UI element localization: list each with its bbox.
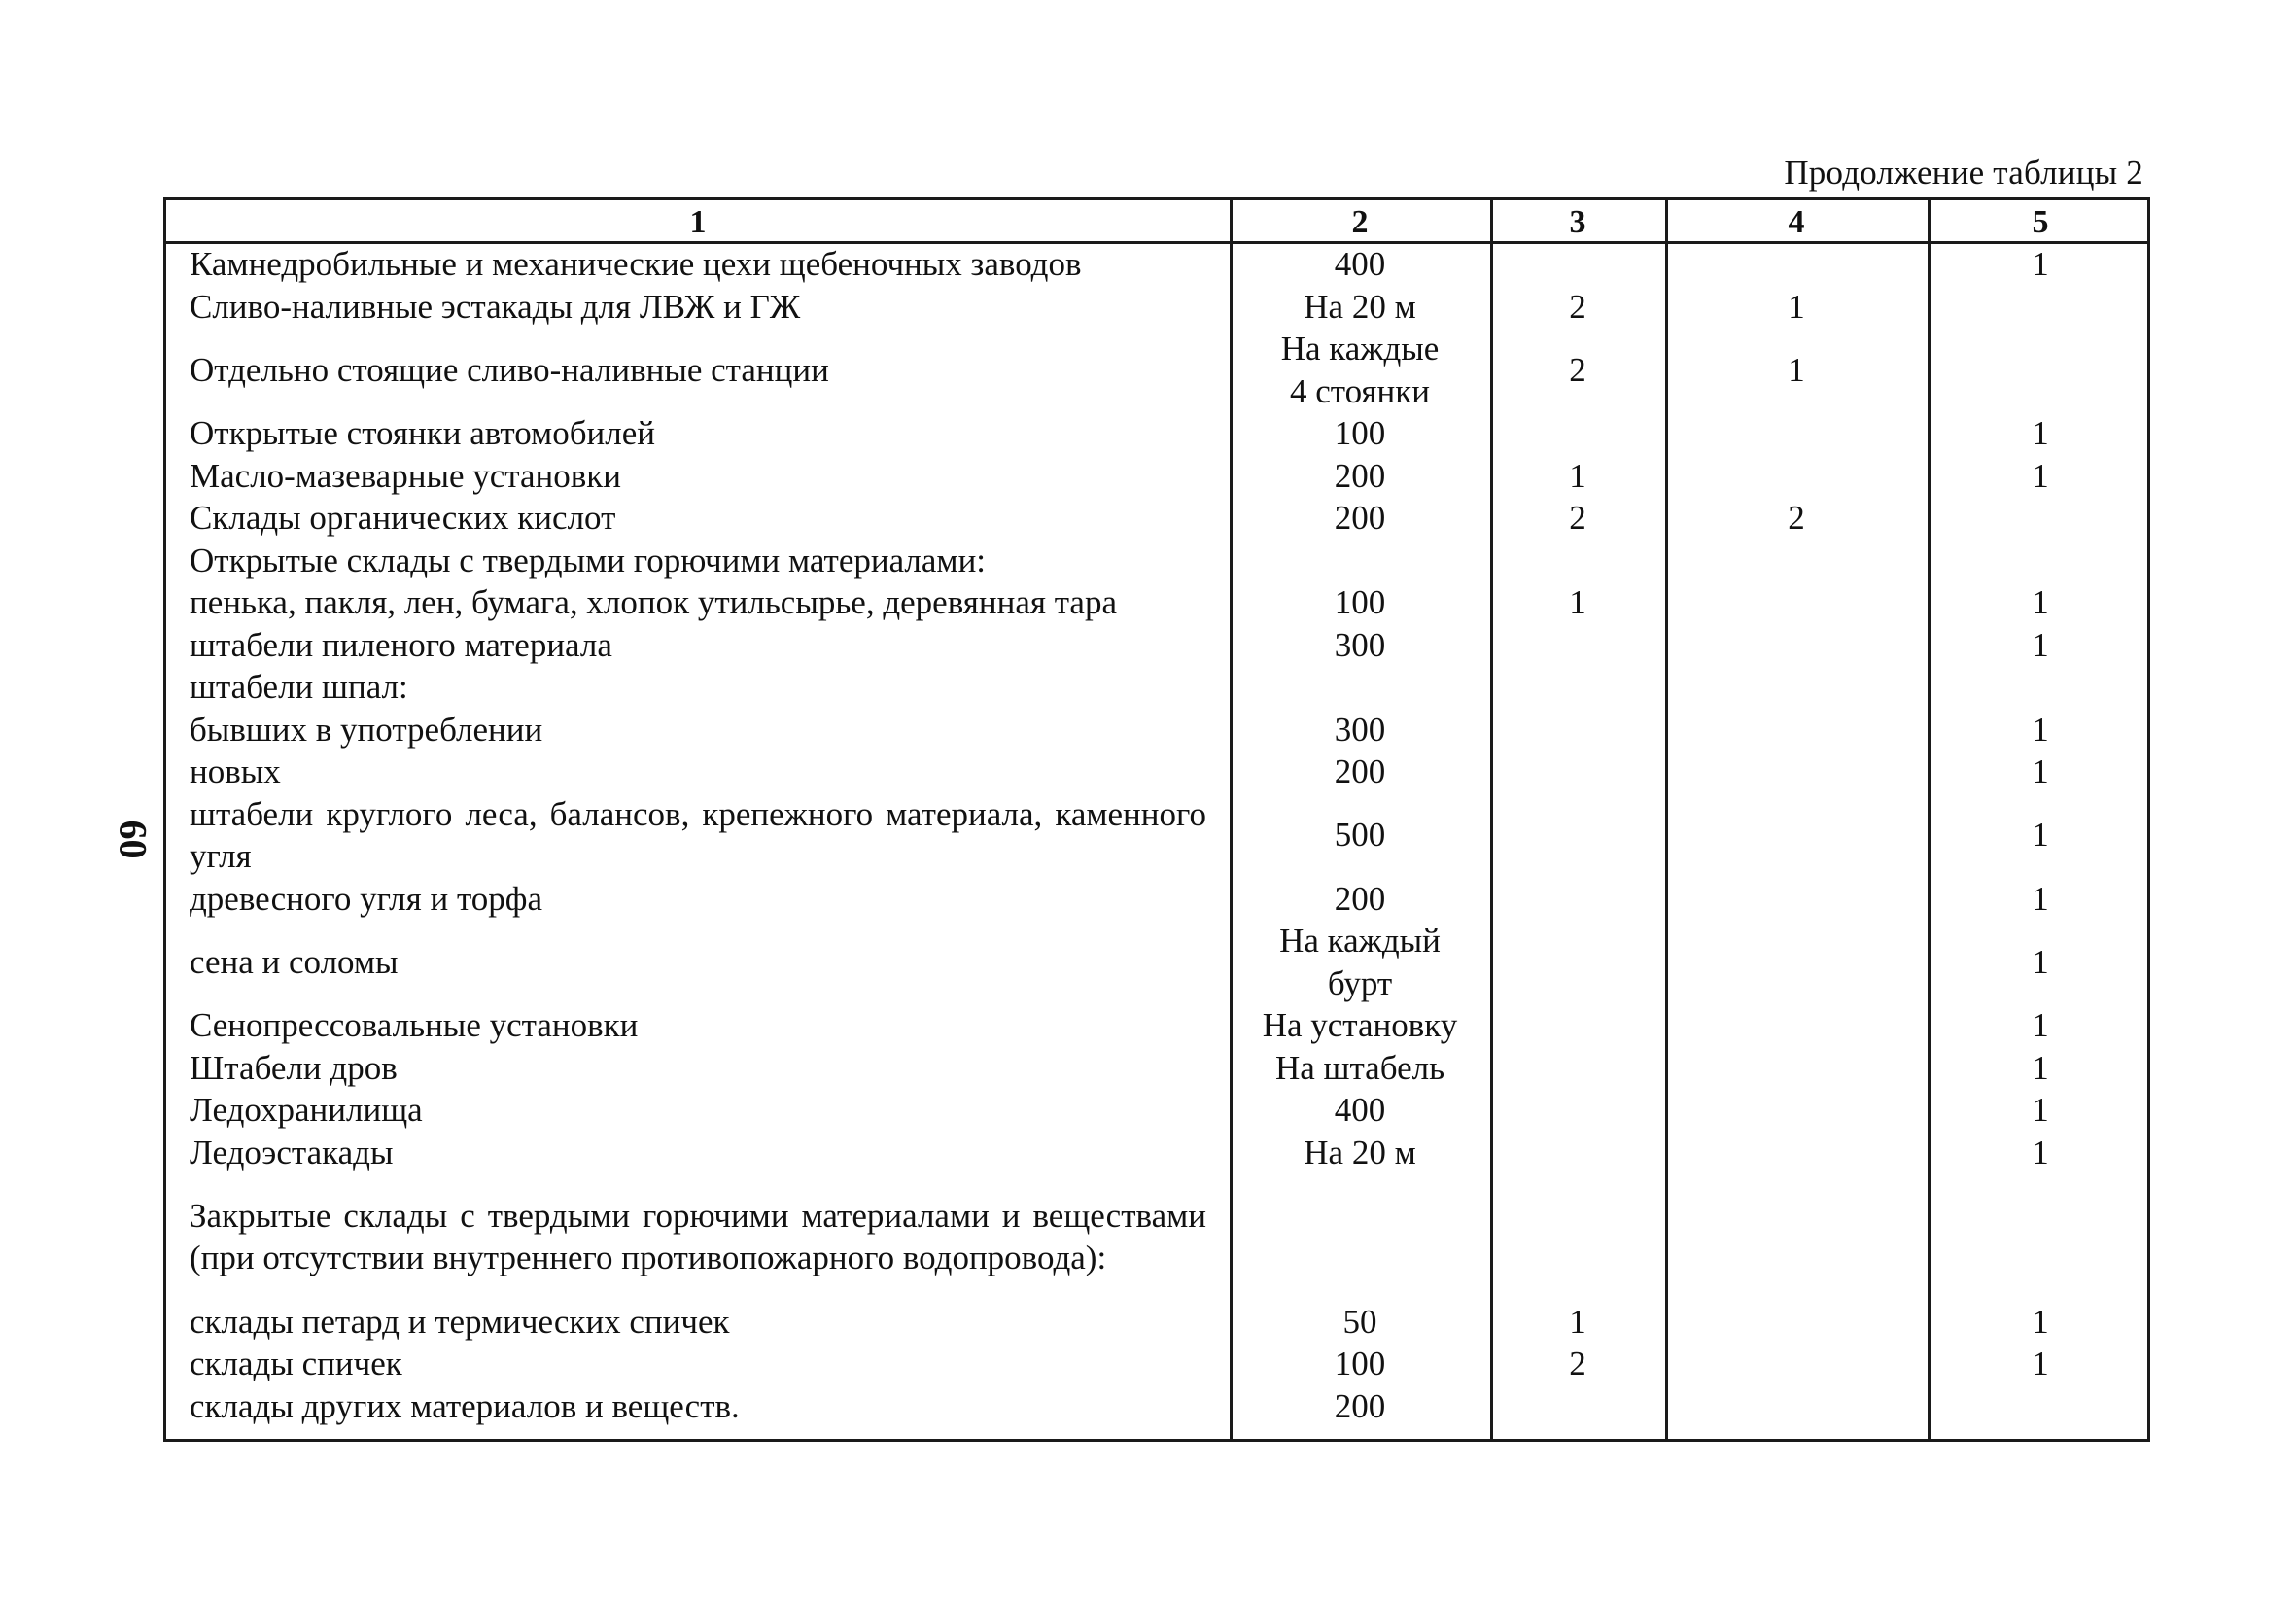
- table-row: [166, 412, 2147, 455]
- cell-col-4-value: 1: [1788, 350, 1805, 389]
- cell-object-name: [190, 1004, 1206, 1047]
- table-body: [166, 243, 2147, 1427]
- cell-col-5: [1928, 666, 2153, 709]
- cell-area-norm: [1230, 455, 1490, 498]
- cell-col-3: [1490, 455, 1665, 498]
- cell-object-name: [190, 1343, 1206, 1385]
- cell-object-name: [190, 286, 1206, 329]
- header-col-1: 1: [689, 204, 707, 240]
- cell-area-norm: [1230, 243, 1490, 286]
- cell-area-norm: [1230, 1004, 1490, 1047]
- cell-area-norm-value: 200: [1334, 499, 1386, 537]
- cell-col-5: [1928, 1047, 2153, 1090]
- table-row: [166, 540, 2147, 582]
- cell-area-norm-value: 200: [1334, 879, 1386, 918]
- table-row: [166, 1385, 2147, 1428]
- table-row: [166, 1004, 2147, 1047]
- header-col-5: 5: [2032, 204, 2049, 240]
- cell-col-5-value: 1: [2032, 583, 2049, 621]
- cell-col-3: [1490, 920, 1665, 1004]
- cell-object-name: [190, 1301, 1206, 1344]
- cell-object-name: [190, 455, 1206, 498]
- table-row: [166, 751, 2147, 793]
- cell-col-5-value: 1: [2032, 456, 2049, 495]
- object-name-text: Открытые стоянки автомобилей: [190, 414, 655, 452]
- table-row: [166, 581, 2147, 624]
- cell-col-3: [1490, 751, 1665, 793]
- table-row: [166, 1343, 2147, 1385]
- object-name-text: Закрытые склады с твердыми горючими материалами и веществами (при отсутствии внутреннего противопожарного водопровода):: [190, 1196, 1206, 1277]
- cell-col-3: [1490, 709, 1665, 752]
- cell-col-3: [1490, 1343, 1665, 1385]
- cell-col-3: [1490, 878, 1665, 921]
- table-row: [166, 920, 2147, 1004]
- cell-area-norm: [1230, 751, 1490, 793]
- table-continuation-caption: Продолжение таблицы 2: [1784, 154, 2143, 192]
- cell-object-name: [190, 1385, 1206, 1428]
- cell-object-name: [190, 920, 1206, 1004]
- cell-col-4: [1665, 1132, 1928, 1174]
- table-row: [166, 286, 2147, 329]
- cell-area-norm: [1230, 412, 1490, 455]
- cell-col-3-value: 1: [1569, 1302, 1586, 1341]
- cell-area-norm: [1230, 1173, 1490, 1301]
- cell-col-4: [1665, 666, 1928, 709]
- cell-col-5-value: 1: [2032, 1302, 2049, 1341]
- cell-object-name: [190, 1132, 1206, 1174]
- cell-col-5: [1928, 581, 2153, 624]
- object-name-text: Штабели дров: [190, 1048, 398, 1087]
- cell-col-5: [1928, 1173, 2153, 1301]
- cell-area-norm: [1230, 920, 1490, 1004]
- cell-area-norm-value: На 20 м: [1304, 287, 1416, 326]
- cell-area-norm-value: На каждые 4 стоянки: [1280, 330, 1440, 410]
- cell-area-norm: [1230, 1132, 1490, 1174]
- cell-col-5: [1928, 286, 2153, 329]
- object-name-text: Камнедробильные и механические цехи щебеночных заводов: [190, 245, 1082, 283]
- cell-col-4: [1665, 1385, 1928, 1428]
- cell-col-4: [1665, 455, 1928, 498]
- cell-area-norm-value: 300: [1334, 625, 1386, 664]
- object-name-text: штабели круглого леса, балансов, крепежного материала, каменного угля: [190, 794, 1206, 875]
- object-name-text: Открытые склады с твердыми горючими материалами:: [190, 541, 987, 579]
- cell-col-5-value: 1: [2032, 1006, 2049, 1044]
- cell-col-5: [1928, 412, 2153, 455]
- cell-col-5: [1928, 751, 2153, 793]
- table-row: [166, 624, 2147, 667]
- cell-area-norm: [1230, 581, 1490, 624]
- cell-col-5: [1928, 243, 2153, 286]
- cell-area-norm-value: 200: [1334, 752, 1386, 790]
- object-name-text: Сливо-наливные эстакады для ЛВЖ и ГЖ: [190, 287, 801, 326]
- table-row: [166, 243, 2147, 286]
- cell-area-norm-value: 300: [1334, 710, 1386, 749]
- cell-col-3: [1490, 412, 1665, 455]
- table-row: [166, 666, 2147, 709]
- cell-col-4: [1665, 581, 1928, 624]
- header-col-4: 4: [1788, 204, 1805, 240]
- cell-col-5: [1928, 1385, 2153, 1428]
- object-name-text: склады спичек: [190, 1345, 402, 1382]
- cell-area-norm: [1230, 1089, 1490, 1132]
- cell-area-norm-value: 100: [1334, 1345, 1386, 1382]
- table-row: [166, 1047, 2147, 1090]
- cell-area-norm-value: На установку: [1262, 1006, 1458, 1044]
- object-name-text: новых: [190, 752, 281, 790]
- cell-col-3: [1490, 1301, 1665, 1344]
- table-row: [166, 793, 2147, 878]
- cell-object-name: [190, 540, 1206, 582]
- cell-area-norm: [1230, 1047, 1490, 1090]
- cell-col-4-value: 2: [1788, 499, 1805, 537]
- cell-object-name: [190, 243, 1206, 286]
- object-name-text: штабели пиленого материала: [190, 625, 612, 664]
- cell-col-3: [1490, 581, 1665, 624]
- table-row: [166, 1132, 2147, 1174]
- table-row: [166, 455, 2147, 498]
- cell-area-norm: [1230, 878, 1490, 921]
- cell-col-4-value: 1: [1788, 287, 1805, 326]
- cell-col-3: [1490, 1047, 1665, 1090]
- cell-area-norm: [1230, 1301, 1490, 1344]
- cell-col-5: [1928, 709, 2153, 752]
- cell-col-3-value: 2: [1569, 499, 1586, 537]
- cell-object-name: [190, 328, 1206, 412]
- cell-area-norm-value: 400: [1334, 1091, 1386, 1129]
- cell-area-norm: [1230, 328, 1490, 412]
- cell-col-5: [1928, 878, 2153, 921]
- cell-area-norm-value: На 20 м: [1304, 1133, 1416, 1171]
- object-name-text: Ледоэстакады: [190, 1133, 394, 1171]
- cell-col-5-value: 1: [2032, 710, 2049, 749]
- cell-col-5: [1928, 497, 2153, 540]
- cell-area-norm: [1230, 540, 1490, 582]
- cell-area-norm-value: 500: [1334, 816, 1386, 855]
- cell-col-3: [1490, 1173, 1665, 1301]
- cell-col-4: [1665, 1089, 1928, 1132]
- cell-col-5: [1928, 540, 2153, 582]
- cell-col-3-value: 2: [1569, 287, 1586, 326]
- cell-col-3-value: 2: [1569, 1345, 1586, 1382]
- cell-col-4: [1665, 709, 1928, 752]
- cell-area-norm: [1230, 666, 1490, 709]
- header-col-3: 3: [1569, 204, 1586, 240]
- cell-col-4: [1665, 540, 1928, 582]
- table-row: [166, 709, 2147, 752]
- table-row: [166, 878, 2147, 921]
- object-name-text: сена и соломы: [190, 942, 399, 981]
- cell-col-5: [1928, 920, 2153, 1004]
- cell-col-4: [1665, 1004, 1928, 1047]
- cell-object-name: [190, 751, 1206, 793]
- cell-col-4: [1665, 243, 1928, 286]
- object-name-text: штабели шпал:: [190, 668, 408, 706]
- cell-col-5: [1928, 624, 2153, 667]
- cell-col-5: [1928, 793, 2153, 878]
- cell-area-norm-value: 100: [1334, 583, 1386, 621]
- cell-col-3: [1490, 286, 1665, 329]
- cell-area-norm: [1230, 497, 1490, 540]
- cell-col-5: [1928, 455, 2153, 498]
- cell-col-5: [1928, 1132, 2153, 1174]
- cell-col-4: [1665, 1047, 1928, 1090]
- cell-object-name: [190, 793, 1206, 878]
- cell-col-4: [1665, 412, 1928, 455]
- cell-col-3: [1490, 497, 1665, 540]
- object-name-text: склады других материалов и веществ.: [190, 1386, 740, 1425]
- cell-area-norm: [1230, 1385, 1490, 1428]
- cell-object-name: [190, 581, 1206, 624]
- cell-col-4: [1665, 286, 1928, 329]
- cell-col-3: [1490, 328, 1665, 412]
- cell-col-5: [1928, 328, 2153, 412]
- cell-col-3: [1490, 1089, 1665, 1132]
- cell-area-norm-value: 100: [1334, 414, 1386, 452]
- cell-col-3: [1490, 1132, 1665, 1174]
- cell-area-norm: [1230, 1343, 1490, 1385]
- cell-col-3: [1490, 624, 1665, 667]
- object-name-text: бывших в употреблении: [190, 710, 543, 749]
- cell-col-3: [1490, 793, 1665, 878]
- cell-col-3-value: 1: [1569, 583, 1586, 621]
- cell-col-4: [1665, 751, 1928, 793]
- cell-area-norm: [1230, 709, 1490, 752]
- table-row: [166, 1089, 2147, 1132]
- cell-object-name: [190, 1173, 1206, 1301]
- cell-col-5-value: 1: [2032, 414, 2049, 452]
- header-col-2: 2: [1351, 204, 1369, 240]
- object-name-text: древесного угля и торфа: [190, 879, 542, 918]
- cell-col-3: [1490, 1004, 1665, 1047]
- cell-col-5-value: 1: [2032, 245, 2049, 283]
- table-row: [166, 1173, 2147, 1301]
- cell-col-5-value: 1: [2032, 625, 2049, 664]
- cell-col-5-value: 1: [2032, 752, 2049, 790]
- cell-col-3: [1490, 1385, 1665, 1428]
- cell-area-norm-value: На каждый бурт: [1279, 922, 1441, 1002]
- cell-object-name: [190, 497, 1206, 540]
- cell-object-name: [190, 624, 1206, 667]
- cell-area-norm: [1230, 793, 1490, 878]
- cell-col-4: [1665, 328, 1928, 412]
- cell-col-4: [1665, 920, 1928, 1004]
- cell-col-4: [1665, 878, 1928, 921]
- cell-area-norm: [1230, 624, 1490, 667]
- cell-col-5-value: 1: [2032, 1048, 2049, 1087]
- data-table: [163, 197, 2150, 1442]
- cell-object-name: [190, 666, 1206, 709]
- cell-col-4: [1665, 1343, 1928, 1385]
- cell-col-5: [1928, 1301, 2153, 1344]
- cell-col-5-value: 1: [2032, 879, 2049, 918]
- cell-col-5-value: 1: [2032, 942, 2049, 981]
- cell-area-norm-value: 200: [1334, 456, 1386, 495]
- cell-col-5: [1928, 1004, 2153, 1047]
- cell-col-4: [1665, 1173, 1928, 1301]
- cell-col-4: [1665, 793, 1928, 878]
- object-name-text: Сенопрессовальные установки: [190, 1006, 639, 1044]
- cell-col-5: [1928, 1089, 2153, 1132]
- table-row: [166, 328, 2147, 412]
- cell-object-name: [190, 878, 1206, 921]
- cell-area-norm-value: 200: [1334, 1386, 1386, 1425]
- cell-object-name: [190, 1089, 1206, 1132]
- cell-area-norm-value: 400: [1334, 245, 1386, 283]
- object-name-text: Ледохранилища: [190, 1091, 423, 1129]
- object-name-text: пенька, пакля, лен, бумага, хлопок утильсырье, деревянная тара: [190, 583, 1118, 621]
- cell-col-3: [1490, 243, 1665, 286]
- object-name-text: Отдельно стоящие сливо-наливные станции: [190, 350, 829, 389]
- cell-area-norm-value: На штабель: [1274, 1048, 1445, 1087]
- cell-col-3: [1490, 540, 1665, 582]
- cell-col-5: [1928, 1343, 2153, 1385]
- cell-col-4: [1665, 497, 1928, 540]
- cell-col-3-value: 1: [1569, 456, 1586, 495]
- cell-col-5-value: 1: [2032, 1133, 2049, 1171]
- table-row: [166, 1301, 2147, 1344]
- object-name-text: Склады органических кислот: [190, 499, 616, 537]
- table-row: [166, 497, 2147, 540]
- cell-col-3: [1490, 666, 1665, 709]
- object-name-text: Масло-мазеварные установки: [190, 456, 622, 495]
- cell-area-norm: [1230, 286, 1490, 329]
- cell-col-5-value: 1: [2032, 816, 2049, 855]
- page-number: 60: [111, 820, 156, 859]
- cell-object-name: [190, 412, 1206, 455]
- cell-col-3-value: 2: [1569, 350, 1586, 389]
- cell-object-name: [190, 709, 1206, 752]
- cell-area-norm-value: 50: [1342, 1302, 1377, 1341]
- cell-object-name: [190, 1047, 1206, 1090]
- cell-col-4: [1665, 1301, 1928, 1344]
- cell-col-5-value: 1: [2032, 1091, 2049, 1129]
- object-name-text: склады петард и термических спичек: [190, 1302, 730, 1341]
- cell-col-4: [1665, 624, 1928, 667]
- cell-col-5-value: 1: [2032, 1345, 2049, 1382]
